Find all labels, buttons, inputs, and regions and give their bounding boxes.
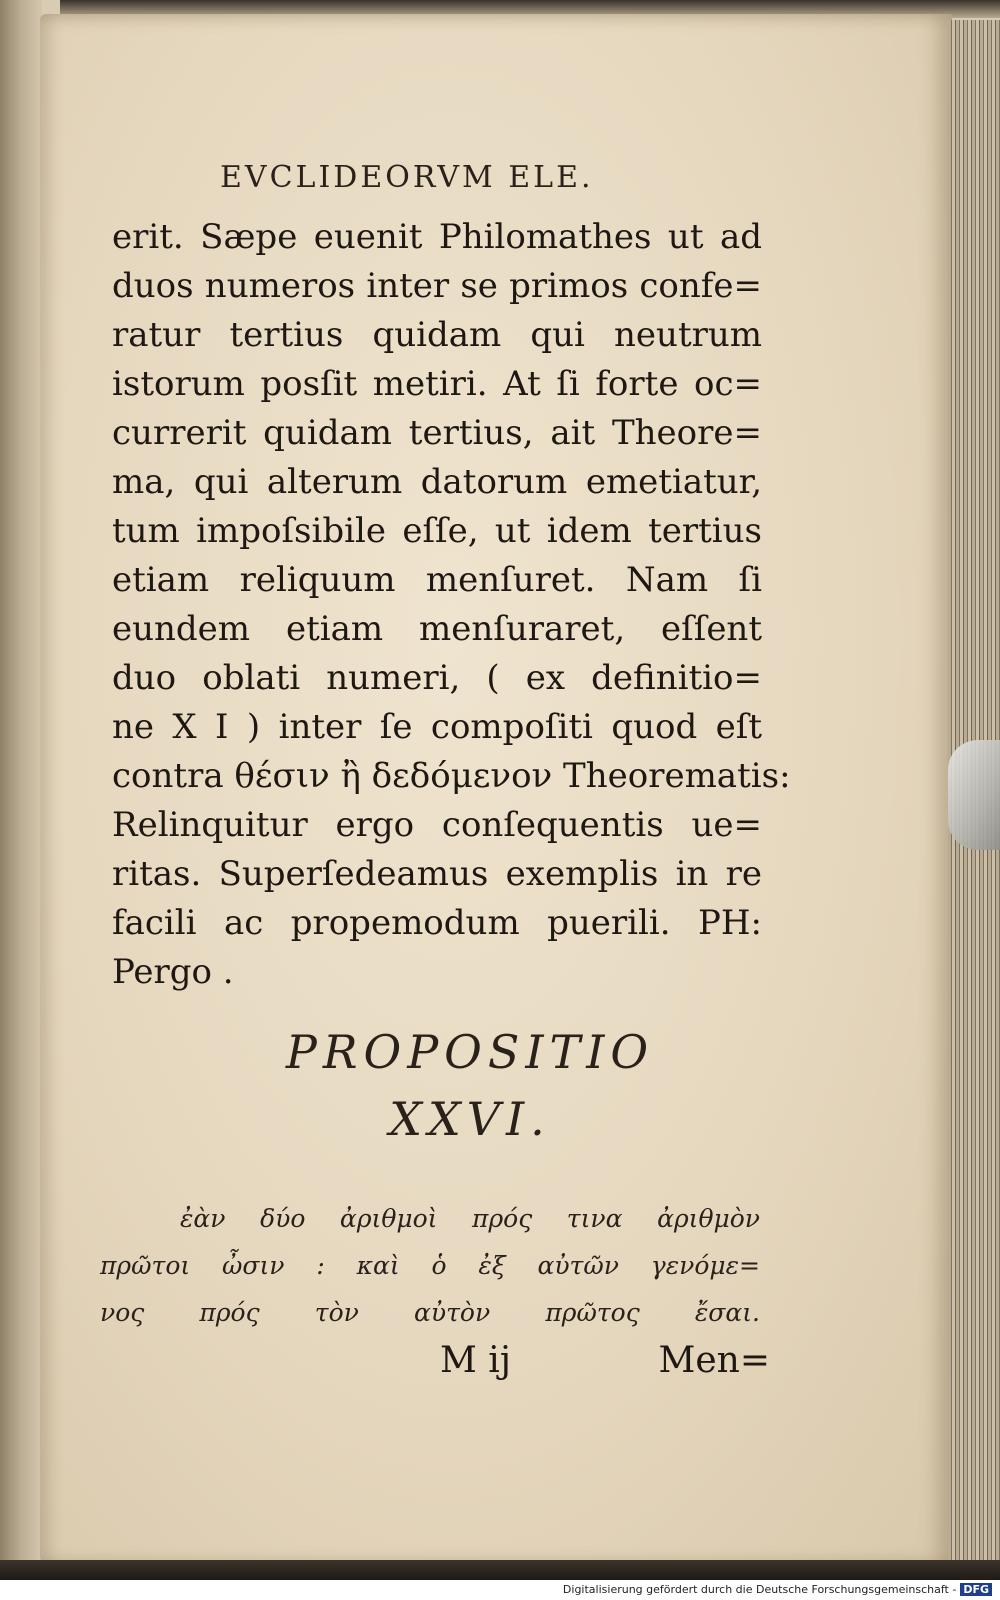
body-line: ne X I ) inter ſe compoſiti quod eſt (112, 707, 762, 747)
page-signature-line (440, 1340, 770, 1381)
body-line: eundem etiam menſuraret, eſſent (112, 609, 762, 649)
body-line: ratur tertius quidam qui neutrum (112, 315, 762, 355)
footer-text: Digitalisierung gefördert durch die Deutsche Forschungsgemeinschaft - (562, 1583, 957, 1596)
body-line: currerit quidam tertius, ait Theore= (112, 413, 762, 453)
greek-line: νος πρός τὸν αὐτὸν πρῶτος ἔσαι. (100, 1298, 760, 1327)
catchword: Men= (658, 1340, 770, 1381)
book-gutter (0, 0, 42, 1580)
digitization-footer (0, 1580, 1000, 1600)
body-line: contra θέσιν ἢ δεδόμενον Theorematis: (112, 756, 791, 796)
greek-line: ἐὰν δύο ἀριθμοὶ πρός τινα ἀριθμὸν (180, 1204, 760, 1233)
proposition-number: XXVI. (389, 1092, 551, 1146)
body-line: ritas. Superſedeamus exemplis in re (112, 854, 762, 894)
proposition-heading: PROPOSITIO (285, 1025, 655, 1079)
body-text (112, 213, 791, 997)
body-line: istorum posſit metiri. At ſi forte oc= (112, 364, 762, 404)
body-line: duo oblati numeri, ( ex definitio= (112, 658, 762, 698)
dfg-logo: DFG (960, 1583, 992, 1596)
page-clip (948, 740, 1000, 850)
body-line: Relinquitur ergo conſequentis ue= (112, 805, 762, 845)
body-line: duos numeros inter se primos confe= (112, 266, 762, 306)
greek-line: πρῶτοι ὦσιν : καὶ ὁ ἐξ αὐτῶν γενόμε= (100, 1251, 760, 1280)
book-bottom-edge (0, 1560, 1000, 1580)
body-line: etiam reliquum menſuret. Nam ſi (112, 560, 762, 600)
running-head: EVCLIDEORVM ELE. (220, 160, 594, 195)
body-line: tum impoſsibile eſſe, ut idem tertius (112, 511, 762, 551)
signature-mark: M ij (440, 1340, 511, 1381)
body-line: erit. Sæpe euenit Philomathes ut ad (112, 217, 762, 257)
greek-statement (100, 1195, 760, 1336)
body-line: facili ac propemodum puerili. PH: (112, 903, 762, 943)
body-line: Pergo . (112, 952, 234, 992)
body-line: ma, qui alterum datorum emetiatur, (112, 462, 762, 502)
